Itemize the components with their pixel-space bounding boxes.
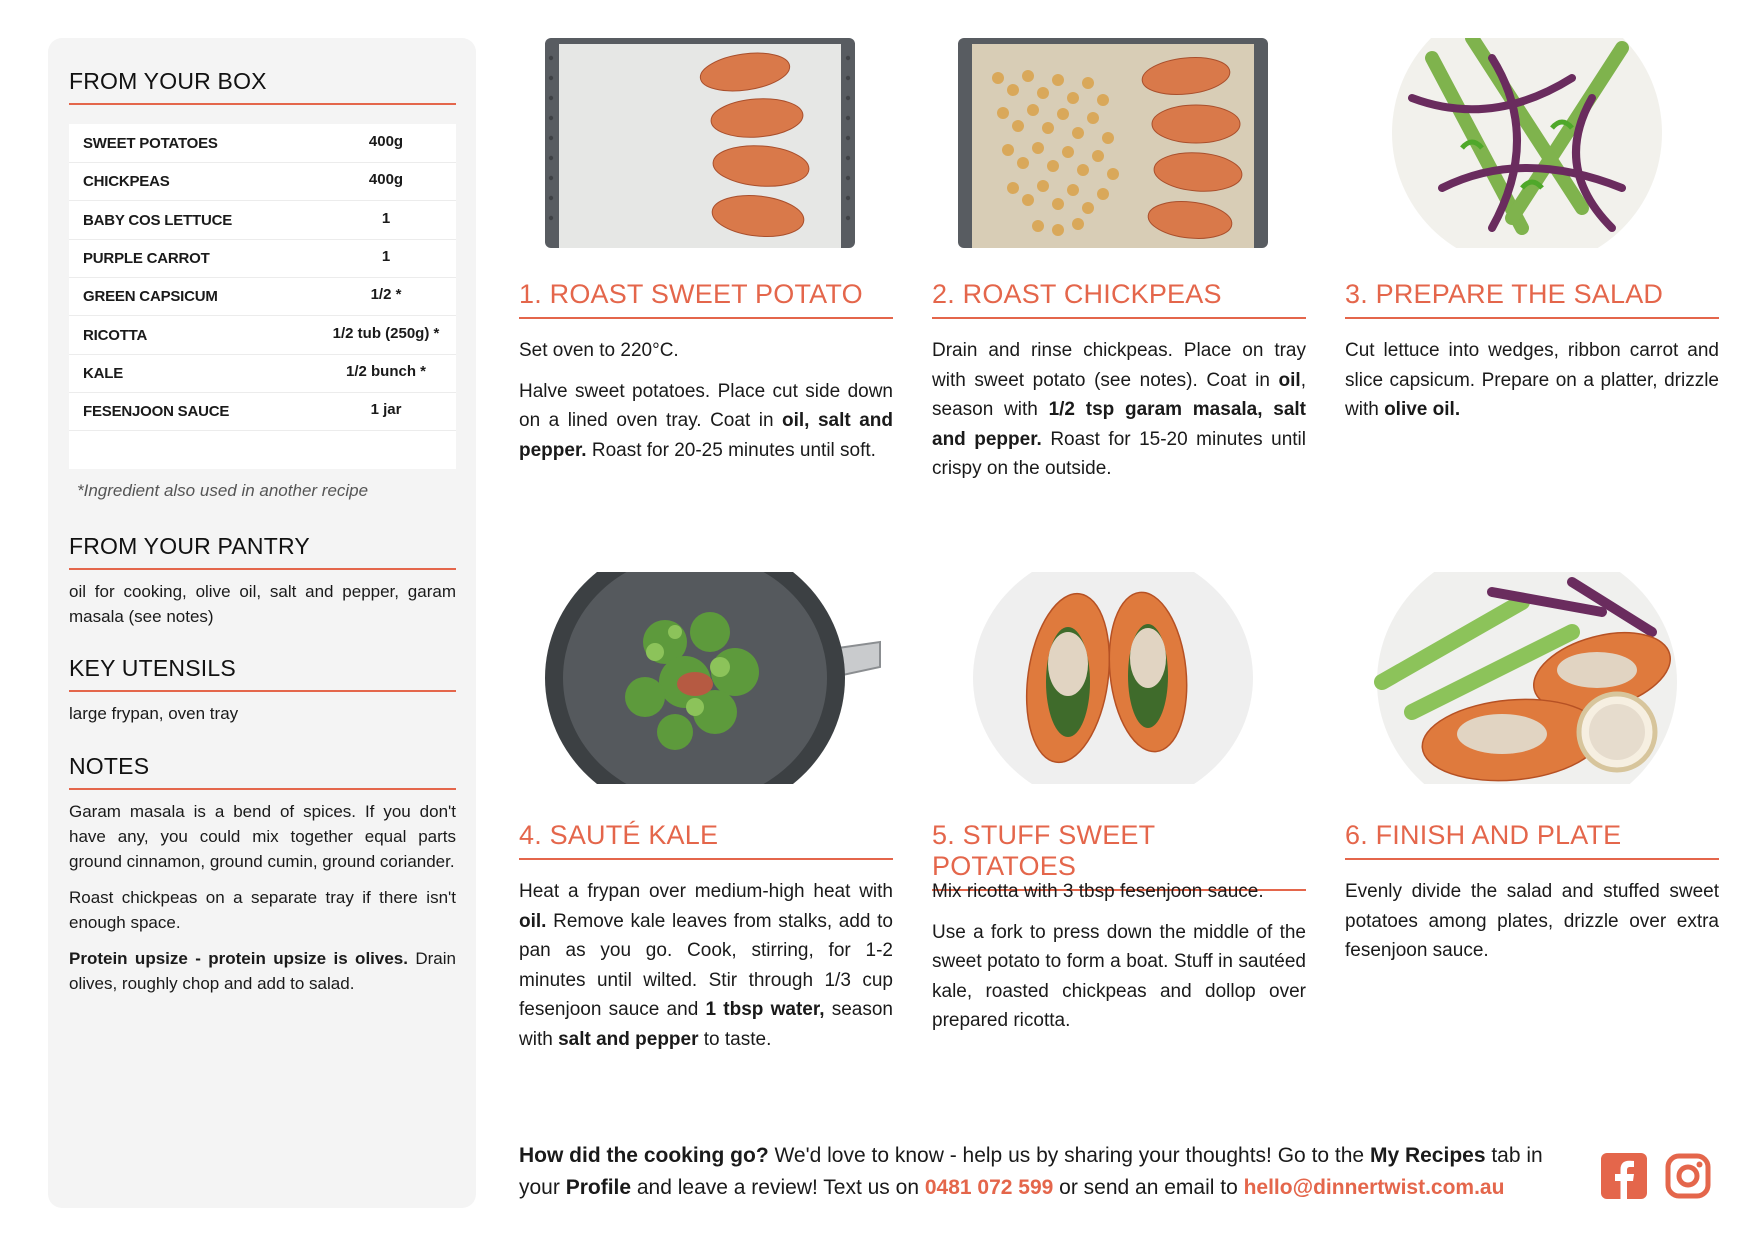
table-row xyxy=(69,201,456,240)
text-run: Roast for 20-25 minutes until soft. xyxy=(586,439,876,461)
ingredient-name: GREEN CAPSICUM xyxy=(83,288,218,305)
utensils-list: large frypan, oven tray xyxy=(69,704,239,723)
step-5-photo xyxy=(958,572,1268,784)
step-4-text xyxy=(519,877,893,1065)
ingredients-table xyxy=(69,124,456,469)
step-5-paragraph: Mix ricotta with 3 tbsp fesenjoon sauce. xyxy=(932,881,1264,902)
step-3-text xyxy=(1345,336,1719,436)
text-run: , season with xyxy=(932,369,1306,420)
ingredients-sidebar xyxy=(48,38,476,1208)
text-run: Drain and rinse chickpeas. Place on tray with sweet potato (see notes). Coat in xyxy=(932,340,1306,391)
ingredient-qty: 1/2 bunch * xyxy=(345,363,427,380)
table-row xyxy=(69,239,456,278)
table-row xyxy=(69,277,456,316)
step-6-text xyxy=(1345,877,1719,977)
pantry-heading: FROM YOUR PANTRY xyxy=(69,533,456,570)
step-1-text xyxy=(519,336,893,476)
table-row xyxy=(69,354,456,393)
step-2-title: 2. ROAST CHICKPEAS xyxy=(932,279,1306,319)
notes-text xyxy=(69,799,456,1007)
ingredient-name: BABY COS LETTUCE xyxy=(83,212,233,229)
text-bold: oil, salt and pepper. xyxy=(519,410,893,461)
text-bold: 1/2 tsp garam masala, salt and pepper. xyxy=(932,399,1306,450)
ingredient-qty: 1 xyxy=(381,248,391,265)
note-paragraph: Garam masala is a bend of spices. If you don't have any, you could mix together equal parts ground cinnamon, ground cumin, ground coriander. xyxy=(69,802,456,871)
text-run: Heat a frypan over medium-high heat with xyxy=(519,881,893,902)
pantry-list: oil for cooking, olive oil, salt and pepper, garam masala (see notes) xyxy=(69,582,456,626)
table-row xyxy=(69,316,456,355)
text-bold: 1 tbsp water, xyxy=(705,999,825,1020)
step-1-paragraph xyxy=(519,377,893,466)
text-bold: olive oil. xyxy=(1384,399,1461,420)
facebook-icon[interactable] xyxy=(1601,1153,1647,1199)
pantry-text xyxy=(69,579,456,640)
ingredient-name: KALE xyxy=(83,365,124,382)
note-paragraph: Roast chickpeas on a separate tray if there isn't enough space. xyxy=(69,888,456,932)
text-bold: oil. xyxy=(519,910,547,932)
table-row xyxy=(69,392,456,431)
text-run: Roast for 15-20 minutes until crispy on the outside. xyxy=(932,428,1306,479)
ingredient-name: CHICKPEAS xyxy=(83,173,170,190)
ingredient-qty: 400g xyxy=(368,133,404,150)
note-paragraph xyxy=(69,946,456,996)
step-1-photo xyxy=(545,38,855,248)
utensils-text xyxy=(69,701,456,737)
step-3-title: 3. PREPARE THE SALAD xyxy=(1345,279,1719,319)
instagram-icon[interactable] xyxy=(1665,1153,1711,1199)
step-2-text xyxy=(932,336,1306,495)
feedback-footer xyxy=(519,1140,1579,1204)
step-4-title: 4. SAUTÉ KALE xyxy=(519,820,893,860)
text-run: season with xyxy=(519,999,893,1050)
profile-label: Profile xyxy=(565,1176,632,1199)
ingredient-qty: 1/2 tub (250g) * xyxy=(332,325,440,342)
ingredient-name: RICOTTA xyxy=(83,327,148,344)
ingredient-qty: 1 jar xyxy=(370,401,402,418)
text-run: Cut lettuce into wedges, ribbon carrot and slice capsicum. Prepare on a platter, drizzle with xyxy=(1345,340,1719,420)
ingredient-qty: 1/2 * xyxy=(370,286,402,303)
step-1-paragraph: Set oven to 220°C. xyxy=(519,340,679,361)
ingredient-name: FESENJOON SAUCE xyxy=(83,403,230,420)
note-bold: Protein upsize - protein upsize is olives. xyxy=(69,949,408,968)
text-run: to taste. xyxy=(698,1028,772,1050)
step-5-title: 5. STUFF SWEET POTATOES xyxy=(932,820,1306,891)
phone-link[interactable]: 0481 072 599 xyxy=(924,1176,1054,1199)
text-run: Halve sweet potatoes. Place cut side down on a lined oven tray. Coat in xyxy=(519,380,893,431)
text-bold: salt and pepper xyxy=(558,1028,699,1050)
table-row xyxy=(69,124,456,163)
step-3-photo xyxy=(1372,38,1682,248)
step-2-photo xyxy=(958,38,1268,248)
step-4-photo xyxy=(545,572,885,784)
text-run: tab in your xyxy=(519,1144,1543,1199)
ingredient-qty: 400g xyxy=(368,171,404,188)
text-run: or send an email to xyxy=(1053,1176,1244,1199)
step-5-paragraph: Use a fork to press down the middle of the sweet potato to form a boat. Stuff in sautéed kale, roasted chickpeas and dollop over prepared ricotta. xyxy=(932,921,1306,1031)
table-row xyxy=(69,162,456,201)
notes-heading: NOTES xyxy=(69,753,456,790)
step-6-paragraph: Evenly divide the salad and stuffed sweet potatoes among plates, drizzle over extra fesenjoon sauce. xyxy=(1345,881,1719,961)
email-link[interactable]: hello@dinnertwist.com.au xyxy=(1243,1176,1505,1199)
text-run: and leave a review! Text us on xyxy=(631,1176,925,1199)
step-2-paragraph xyxy=(932,336,1306,484)
my-recipes-label: My Recipes xyxy=(1369,1144,1486,1167)
step-3-paragraph xyxy=(1345,336,1719,425)
note-rest: Drain olives, roughly chop and add to salad. xyxy=(69,949,456,993)
from-box-heading: FROM YOUR BOX xyxy=(69,68,456,105)
step-5-text xyxy=(932,877,1306,1047)
step-1-title: 1. ROAST SWEET POTATO xyxy=(519,279,893,319)
text-run: Remove kale leaves from stalks, add to pan as you go. Cook, stirring, for 1-2 minutes until wilted. Stir through 1/3 cup fesenjoon sauce and xyxy=(519,910,893,1020)
step-6-photo xyxy=(1372,572,1682,784)
ingredient-qty: 1 xyxy=(381,210,391,227)
step-6-title: 6. FINISH AND PLATE xyxy=(1345,820,1719,860)
utensils-heading: KEY UTENSILS xyxy=(69,655,456,692)
step-4-paragraph xyxy=(519,877,893,1054)
ingredient-footnote: *Ingredient also used in another recipe xyxy=(77,481,369,500)
text-run: We'd love to know - help us by sharing your thoughts! Go to the xyxy=(768,1144,1370,1167)
text-bold: oil xyxy=(1278,369,1301,391)
ingredient-name: PURPLE CARROT xyxy=(83,250,210,267)
footer-question: How did the cooking go? xyxy=(519,1144,769,1167)
ingredient-name: SWEET POTATOES xyxy=(83,135,218,152)
